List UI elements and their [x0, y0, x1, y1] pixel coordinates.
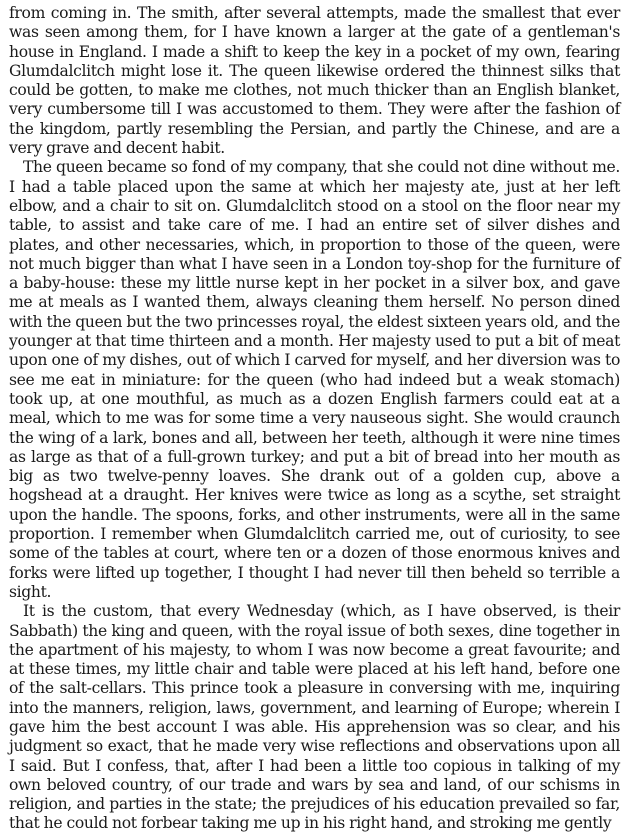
paragraph-queen-dining: The queen became so fond of my company, that she could not dine without me. I had a table placed upon the same at which her majesty ate, just at her left elbow, and a chair to sit on. Glumdalclitch stood on a stool on the floor near my table, to assist and take care of me. I had an entire set of silver dishes and plates, and other necessaries, which, in proportion to those of the queen, were not much bigger than what I have seen in a London toy-shop for the furniture of a baby-house: these my little nurse kept in her pocket in a silver box, and gave me at meals as I wanted them, always cleaning them herself. No person dined with the queen but the two princesses royal, the eldest sixteen years old, and the younger at that time thirteen and a month. Her majesty used to put a bit of meat upon one of my dishes, out of which I carved for myself, and her diversion was to see me eat in miniature: for the queen (who had indeed but a weak stomach) took up, at one mouthful, as much as a dozen English farmers could eat at a meal, which to me was for some time a very nauseous sight. She would craunch the wing of a lark, bones and all, between her teeth, although it were nine times as large as that of a full-grown turkey; and put a bit of bread into her mouth as big as two twelve-penny loaves. She drank out of a golden cup, above a hogshead at a draught. Her knives were twice as long as a scythe, set straight upon the handle. The spoons, forks, and other instruments, were all in the same proportion. I remember when Glumdalclitch carried me, out of curiosity, to see some of the tables at court, where ten or a dozen of those enormous knives and forks were lifted up together, I thought I had never till then beheld so terrible a sight.	[9, 158, 620, 601]
paragraph-wednesday-custom: It is the custom, that every Wednesday (which, as I have observed, is their Sabbath) the king and queen, with the royal issue of both sexes, dine together in the apartment of his majesty, to whom I was now become a great favourite; and at these times, my little chair and table were placed at his left hand, before one of the salt-cellars. This prince took a pleasure in conversing with me, inquiring into the manners, religion, laws, government, and learning of Europe; wherein I gave him the best account I was able. His apprehension was so clear, and his judgment so exact, that he made very wise reflections and observations upon all I said. But I confess, that, after I had been a little too copious in talking of my own beloved country, of our trade and wars by sea and land, of our schisms in religion, and parties in the state; the prejudices of his education prevailed so far, that he could not forbear taking me up in his right hand, and stroking me gently	[9, 602, 620, 833]
paragraph-continued: from coming in. The smith, after several attempts, made the smallest that ever was seen among them, for I have known a larger at the gate of a gentleman's house in England. I made a shift to keep the key in a pocket of my own, fearing Glumdalclitch might lose it. The queen likewise ordered the thinnest silks that could be gotten, to make me clothes, not much thicker than an English blanket, very cumbersome till I was accustomed to them. They were after the fashion of the kingdom, partly resembling the Persian, and partly the Chinese, and are a very grave and decent habit.	[9, 4, 620, 158]
